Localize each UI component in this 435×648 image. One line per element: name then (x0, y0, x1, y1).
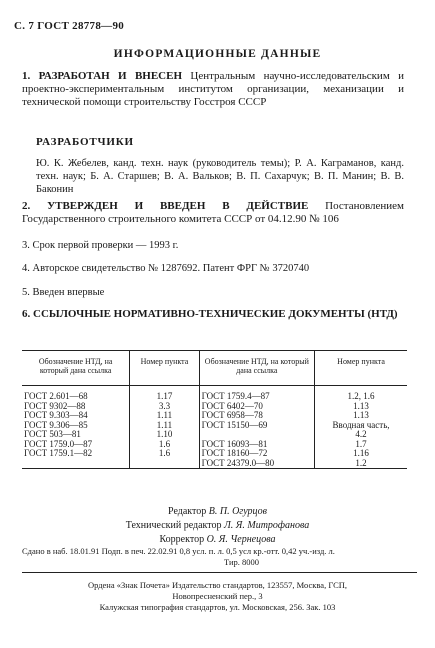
table-cell-clause: 1.16 (353, 448, 369, 458)
page-header: С. 7 ГОСТ 28778—90 (14, 20, 125, 32)
credit-tech-editor (0, 519, 435, 533)
print-line-1: Сдано в наб. 18.01.91 Подп. в печ. 22.02.91 0,8 усл. п. л. 0,5 усл кр.-отт. 0,42 уч.-изд. л. (22, 546, 335, 556)
section-1-number: 1. (22, 70, 31, 82)
table-cell-designation: ГОСТ 6958—78 (199, 411, 315, 421)
table-cell-designation: ГОСТ 6402—70 (199, 402, 315, 412)
credit-corr-name: О. Я. Чернецова (206, 534, 276, 545)
table-cell-clause: 1.6 (130, 449, 199, 459)
print-line-2: Тир. 8000 (223, 557, 259, 567)
section-6 (22, 308, 404, 321)
table-cell-clause: 1.7 (355, 438, 367, 449)
section-6-number: 6. (22, 308, 31, 320)
section-4: 4. Авторское свидетельство № 1287692. Патент ФРГ № 3720740 (22, 263, 310, 274)
table-cell-clause: 1.13 (353, 400, 369, 411)
table-cell-clause: 1.2 (315, 459, 407, 469)
table-cell-clause: 1.11 (130, 421, 199, 431)
table-header-designation-1: Обозначение НТД, на который дана ссылка (22, 351, 130, 386)
section-2 (22, 200, 404, 226)
table-row (22, 459, 407, 469)
table-cell-designation: ГОСТ 9.303—84 (22, 411, 130, 421)
credit-corrector (0, 533, 435, 547)
publisher-line-3: Калужская типография стандартов, ул. Московская, 256. Зак. 103 (99, 602, 336, 612)
table-header-clause-1: Номер пункта (130, 351, 199, 386)
credit-corr-role: Корректор (159, 534, 205, 545)
print-details (22, 546, 417, 568)
credit-editor-role: Редактор (168, 506, 207, 517)
table-row (22, 386, 407, 402)
table-cell-designation: ГОСТ 1759.4—87 (199, 386, 315, 402)
section-2-lead: УТВЕРЖДЕН И ВВЕДЕН В ДЕЙСТВИЕ (47, 200, 309, 212)
table-cell-clause (130, 459, 199, 469)
divider (22, 572, 417, 573)
table-cell-designation: ГОСТ 9.306—85 (22, 421, 130, 431)
table-cell-designation: ГОСТ 24379.0—80 (199, 459, 315, 469)
table-cell-clause: 1.10 (130, 430, 199, 440)
section-6-text: ССЫЛОЧНЫЕ НОРМАТИВНО-ТЕХНИЧЕСКИЕ ДОКУМЕНТЫ (НТД) (33, 308, 398, 320)
table-cell-designation: ГОСТ 16093—81 (199, 440, 315, 450)
table-cell-clause: 4.2 (355, 429, 367, 439)
table-cell-clause: 1.2, 1.6 (347, 391, 375, 401)
table-header-clause-2: Номер пункта (337, 357, 385, 366)
publisher-line-1: Ордена «Знак Почета» Издательство стандартов, 123557, Москва, ГСП, (87, 580, 348, 590)
credit-tech-name: Л. Я. Митрофанова (224, 520, 310, 531)
section-3: 3. Срок первой проверки — 1993 г. (22, 240, 179, 251)
publisher-line-2: Новопресненский пер., 3 (172, 591, 263, 601)
table-cell-clause: 3.3 (130, 402, 199, 412)
developers-text: Ю. К. Жебелев, канд. техн. наук (руководитель темы); Р. А. Каграманов, канд. техн. наук; Б. А. Старшев; В. А. Вальков; В. П. Сахарчук; В. П. Манин; В. В. Баконин (36, 158, 404, 195)
table-cell-clause: 1.6 (130, 440, 199, 450)
section-5: 5. Введен впервые (22, 287, 105, 298)
section-2-number: 2. (22, 200, 31, 212)
credit-editor-name: В. П. Огурцов (208, 506, 267, 517)
table-cell-clause: 1.11 (130, 411, 199, 421)
table-cell-designation: ГОСТ 1759.1—82 (22, 449, 130, 459)
page-title: ИНФОРМАЦИОННЫЕ ДАННЫЕ (113, 48, 322, 60)
credit-tech-role: Технический редактор (125, 520, 222, 531)
section-1-lead: РАЗРАБОТАН И ВНЕСЕН (38, 70, 183, 82)
table-cell-designation: ГОСТ 9302—88 (22, 402, 130, 412)
table-cell-designation (22, 459, 130, 469)
references-table (22, 350, 407, 469)
table-cell-designation: ГОСТ 503—81 (22, 430, 130, 440)
developers-heading: РАЗРАБОТЧИКИ (36, 136, 134, 148)
table-cell-designation: ГОСТ 18160—72 (199, 449, 315, 459)
credits-block (0, 505, 435, 547)
table-cell-clause: Вводная часть, (332, 419, 390, 430)
section-1-text: Центральным научно-исследовательским и проектно-экспериментальным институтом организации, механизации и технической помощи строительству Госстроя СССР (22, 70, 405, 108)
table-cell-designation: ГОСТ 2.601—68 (22, 386, 130, 402)
table-cell-designation: ГОСТ 1759.0—87 (22, 440, 130, 450)
credit-editor (0, 505, 435, 519)
section-1 (22, 70, 404, 109)
table-cell-clause: 1.17 (130, 386, 199, 402)
publisher-info (0, 580, 435, 613)
table-cell-designation: ГОСТ 15150—69 (199, 421, 315, 431)
section-2-text: Постановлением Государственного строительного комитета СССР от 04.12.90 № 106 (22, 200, 405, 225)
table-header-designation-2: Обозначение НТД, на который дана ссылка (199, 351, 315, 386)
table-cell-clause: 1.13 (353, 410, 369, 420)
